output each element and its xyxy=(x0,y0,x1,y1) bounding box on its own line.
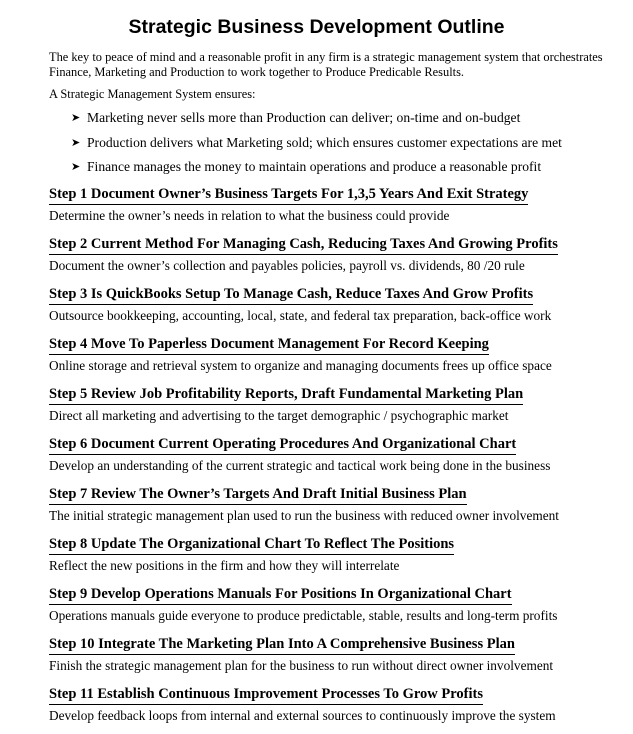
step-description: Finish the strategic management plan for the business to run without direct owner involvement xyxy=(49,657,554,673)
list-item xyxy=(71,106,633,131)
list-item xyxy=(71,155,633,180)
list-item xyxy=(71,131,633,156)
bullet-text: Marketing never sells more than Production can deliver; on-time and on-budget xyxy=(87,110,521,125)
step-11 xyxy=(49,684,633,734)
bullet-text: Production delivers what Marketing sold; which ensures customer expectations are met xyxy=(87,134,562,150)
step-description: Determine the owner’s needs in relation to what the business could provide xyxy=(49,207,450,223)
bullet-text: Finance manages the money to maintain operations and produce a reasonable profit xyxy=(87,159,542,174)
step-description: Reflect the new positions in the firm and how they will interrelate xyxy=(49,557,400,573)
step-description: Develop feedback loops from internal and external sources to continuously improve the system xyxy=(49,707,556,723)
step-title: Step 4 Move To Paperless Document Management For Record Keeping xyxy=(49,334,489,355)
arrow-right-icon: ➤ xyxy=(71,161,81,173)
arrow-right-icon: ➤ xyxy=(71,136,81,149)
step-description: Outsource bookkeeping, accounting, local, state, and federal tax preparation, back-office work xyxy=(49,307,552,323)
page-title: Strategic Business Development Outline xyxy=(128,16,505,38)
step-2 xyxy=(49,234,633,284)
step-6 xyxy=(49,434,633,484)
step-description: Document the owner’s collection and payables policies, payroll vs. dividends, 80 /20 rule xyxy=(49,257,525,273)
step-title: Step 1 Document Owner’s Business Targets For 1,3,5 Years And Exit Strategy xyxy=(49,184,528,205)
arrow-right-icon: ➤ xyxy=(71,112,81,124)
intro-paragraph: The key to peace of mind and a reasonable profit in any firm is a strategic management system that orchestrates Finance, Marketing and Production to work together to Produce Predicable Results. xyxy=(49,50,603,79)
step-10 xyxy=(49,634,633,684)
step-8 xyxy=(49,534,633,584)
bullet-list xyxy=(49,106,633,180)
step-title: Step 3 Is QuickBooks Setup To Manage Cash, Reduce Taxes And Grow Profits xyxy=(49,284,533,305)
step-7 xyxy=(49,484,633,534)
steps-list xyxy=(49,184,633,734)
step-title: Step 11 Establish Continuous Improvement Processes To Grow Profits xyxy=(49,684,483,705)
step-description: Develop an understanding of the current strategic and tactical work being done in the business xyxy=(49,457,551,473)
step-description: Online storage and retrieval system to organize and managing documents frees up office space xyxy=(49,357,552,373)
step-5 xyxy=(49,384,633,434)
step-description: The initial strategic management plan used to run the business with reduced owner involvement xyxy=(49,507,559,523)
step-description: Operations manuals guide everyone to produce predictable, stable, results and long-term profits xyxy=(49,607,558,623)
step-title: Step 8 Update The Organizational Chart To Reflect The Positions xyxy=(49,534,454,555)
step-description: Direct all marketing and advertising to the target demographic / psychographic market xyxy=(49,407,509,423)
step-title: Step 9 Develop Operations Manuals For Positions In Organizational Chart xyxy=(49,584,512,605)
step-title: Step 10 Integrate The Marketing Plan Into A Comprehensive Business Plan xyxy=(49,634,515,655)
step-3 xyxy=(49,284,633,334)
lead-sentence: A Strategic Management System ensures: xyxy=(49,87,256,101)
step-9 xyxy=(49,584,633,634)
step-4 xyxy=(49,334,633,384)
step-1 xyxy=(49,184,633,234)
step-title: Step 6 Document Current Operating Procedures And Organizational Chart xyxy=(49,434,516,455)
step-title: Step 7 Review The Owner’s Targets And Draft Initial Business Plan xyxy=(49,484,467,505)
step-title: Step 5 Review Job Profitability Reports, Draft Fundamental Marketing Plan xyxy=(49,384,523,405)
step-title: Step 2 Current Method For Managing Cash, Reducing Taxes And Growing Profits xyxy=(49,234,558,255)
